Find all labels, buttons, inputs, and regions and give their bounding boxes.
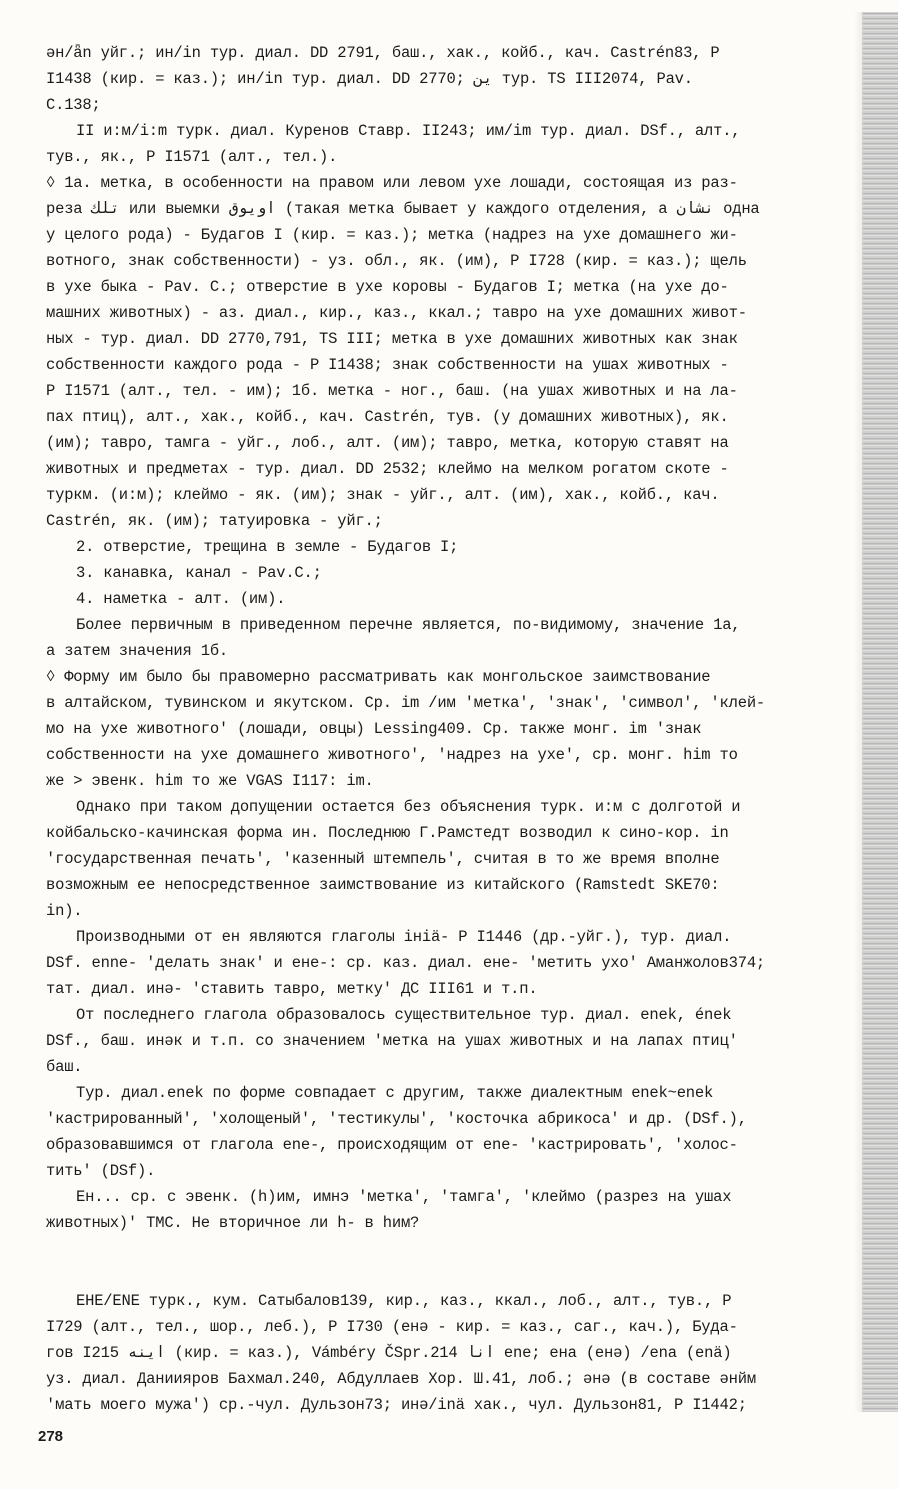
page-number: 278 — [38, 1428, 64, 1445]
text-line: ◊ Форму им было бы правомерно рассматривать как монгольское заимствование — [46, 668, 711, 686]
text-line: DSf., баш. инәк и т.п. со значением 'метка на ушах животных и на лапах птиц' — [46, 1032, 738, 1050]
text-line: туркм. (и:м); клеймо - як. (им); знак - уйг., алт. (им), хак., койб., кач. — [46, 486, 720, 504]
text-line: P I1571 (алт., тел. - им); 1б. метка - ног., баш. (на ушах животных и на ла- — [46, 382, 738, 400]
text-line: 'государственная печать', 'казенный штемпель', считая в то же время вполне — [46, 850, 720, 868]
text-line: койбальско-качинская форма ин. Последнюю Г.Рамстедт возводил к сино-кор. in — [46, 824, 729, 842]
text-line: машних животных) - аз. диал., кир., каз., ккал.; тавро на ухе домашних живот- — [46, 304, 747, 322]
text-line: 'мать моего мужа') ср.-чул. Дульзон73; инә/inä хак., чул. Дульзон81, P I1442; — [46, 1396, 747, 1414]
text-line: собственности на ухе домашнего животного', 'надрез на ухе', ср. монг. him то — [46, 746, 738, 764]
text-line: Более первичным в приведенном перечне является, по-видимому, значение 1а, — [76, 616, 741, 634]
text-line: у целого рода) - Будагов I (кир. = каз.); метка (надрез на ухе домашнего жи- — [46, 226, 738, 244]
dictionary-page-text — [46, 40, 856, 1418]
text-line: əн/ǟn уйг.; ин/in тур. диал. DD 2791, баш., хак., койб., кач. Castrén83, P — [46, 44, 720, 62]
blank-line — [46, 1262, 856, 1288]
text-line: мо на ухе животного' (лошади, овцы) Lessing409. Ср. также монг. im 'знак — [46, 720, 702, 738]
text-line: ных - тур. диал. DD 2770,791, TS III; метка в ухе домашних животных как знак — [46, 330, 738, 348]
text-line: 4. наметка - алт. (им). — [76, 590, 286, 608]
blank-line — [46, 1236, 856, 1262]
text-line: Castrén, як. (им); татуировка - уйг.; — [46, 512, 383, 530]
text-line: Ен... ср. с эвенк. (h)им, имнэ 'метка', 'тамга', 'клеймо (разрез на ушах — [76, 1188, 732, 1206]
text-line: Однако при таком допущении остается без объяснения турк. и:м с долготой и — [76, 798, 741, 816]
text-line: тат. диал. инә- 'ставить тавро, метку' ДС III61 и т.п. — [46, 980, 538, 998]
text-line: вотного, знак собственности) - уз. обл., як. (им), P I728 (кир. = каз.); щель — [46, 252, 747, 270]
text-line: баш. — [46, 1058, 83, 1076]
text-line: в ухе быка - Pav. C.; отверстие в ухе коровы - Будагов I; метка (на ухе до- — [46, 278, 729, 296]
text-line: Тур. диал.enek по форме совпадает с другим, также диалектным enek~enek — [76, 1084, 714, 1102]
text-line: реза تلك или выемки اويوق (такая метка бывает у каждого отделения, а نشان одна — [46, 200, 760, 218]
text-line: животных и предметах - тур. диал. DD 2532; клеймо на мелком рогатом скоте - — [46, 460, 729, 478]
text-line: ◊ 1а. метка, в особенности на правом или левом ухе лошади, состоящая из раз- — [46, 174, 738, 192]
text-line: II и:м/i:m турк. диал. Куренов Ставр. II243; им/im тур. диал. DSf., алт., — [76, 122, 741, 140]
text-line: DSf. enne- 'делать знак' и ене-: ср. каз. диал. ене- 'метить ухо' Аманжолов374; — [46, 954, 766, 972]
text-line: I729 (алт., тел., шор., леб.), P I730 (енә - кир. = каз., саг., кач.), Буда- — [46, 1318, 738, 1336]
text-line: тить' (DSf). — [46, 1162, 156, 1180]
text-line: 2. отверстие, трещина в земле - Будагов I; — [76, 538, 459, 556]
text-line: От последнего глагола образовалось существительное тур. диал. enek, ének — [76, 1006, 732, 1024]
text-line: уз. диал. Даниияров Бахмал.240, Абдуллаев Хор. Ш.41, лоб.; әнә (в составе әнйм — [46, 1370, 756, 1388]
text-line: ЕНЕ/ENE турк., кум. Сатыбалов139, кир., каз., ккал., лоб., алт., тув., P — [76, 1292, 732, 1310]
text-line: в алтайском, тувинском и якутском. Ср. im /им 'метка', 'знак', 'символ', 'клей- — [46, 694, 766, 712]
text-line: образовавшимся от глагола ene-, происходящим от ene- 'кастрировать', 'холос- — [46, 1136, 738, 1154]
scanned-page-edge — [862, 12, 898, 1412]
text-line: тув., як., P I1571 (алт., тел.). — [46, 148, 338, 166]
text-line: гов I215 اينه (кир. = каз.), Vámbéry ČSpr.214 انا ene; ена (енә) /ena (enä) — [46, 1344, 732, 1362]
text-line: пах птиц), алт., хак., койб., кач. Castrén, тув. (у домашних животных), як. — [46, 408, 729, 426]
text-line: I1438 (кир. = каз.); ин/in тур. диал. DD 2770; ين тур. TS III2074, Pav. — [46, 70, 693, 88]
text-line: 3. канавка, канал - Pav.C.; — [76, 564, 322, 582]
text-line: 'кастрированный', 'холощеный', 'тестикулы', 'косточка абрикоса' и др. (DSf.), — [46, 1110, 747, 1128]
text-line: же > эвенк. him то же VGAS I117: im. — [46, 772, 374, 790]
text-line: собственности каждого рода - P I1438; знак собственности на ушах животных - — [46, 356, 729, 374]
text-line: животных)' ТМС. Не вторичное ли h- в hим? — [46, 1214, 420, 1232]
text-line: (им); тавро, тамга - уйг., лоб., алт. (им); тавро, метка, которую ставят на — [46, 434, 729, 452]
text-line: C.138; — [46, 96, 101, 114]
text-line: возможным ее непосредственное заимствование из китайского (Ramstedt SKE70: — [46, 876, 720, 894]
text-line: in). — [46, 902, 83, 920]
text-line: а затем значения 1б. — [46, 642, 229, 660]
text-line: Производными от ен являются глаголы iнiä- P I1446 (др.-уйг.), тур. диал. — [76, 928, 732, 946]
